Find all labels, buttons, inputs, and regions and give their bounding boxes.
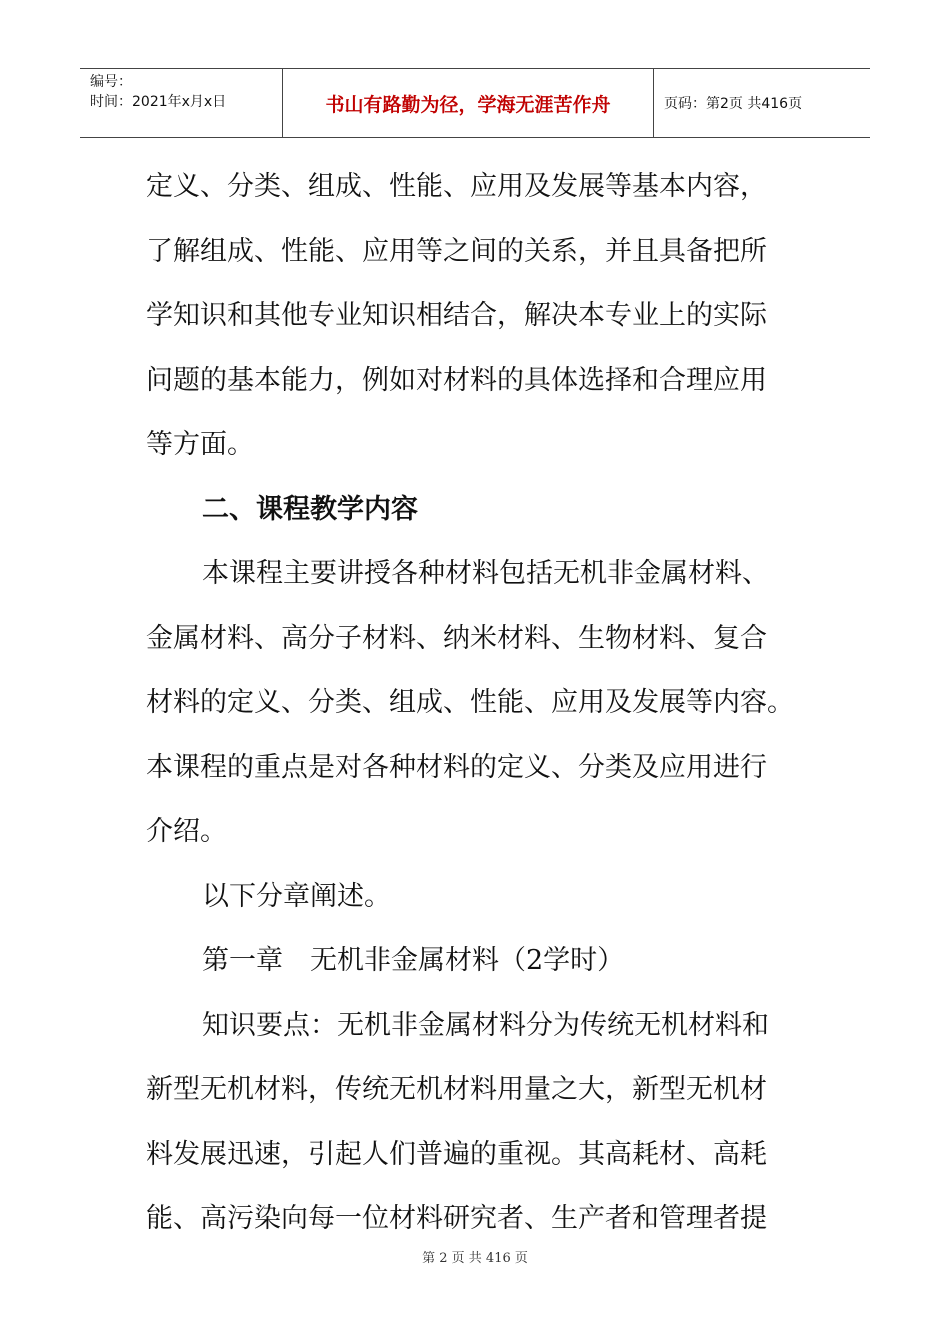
- body-line: 等方面。: [146, 429, 254, 460]
- chapter-title: 第一章 无机非金属材料（2学时）: [202, 945, 625, 976]
- body-line: 以下分章阐述。: [202, 880, 391, 912]
- document-number-label: 编号：: [90, 74, 132, 90]
- header-motto: 书山有路勤为径，学海无涯苦作舟: [282, 69, 654, 137]
- body-line: 学知识和其他专业知识相结合，解决本专业上的实际: [146, 300, 767, 331]
- document-date-label: 时间：2021年x月x日: [90, 94, 227, 110]
- header-page-number: 页码：第2页 共416页: [664, 96, 803, 112]
- body-line: 定义、分类、组成、性能、应用及发展等基本内容，: [146, 171, 767, 202]
- page-footer: 第 2 页 共 416 页: [422, 1251, 528, 1266]
- body-line: 材料的定义、分类、组成、性能、应用及发展等内容。: [146, 687, 794, 718]
- body-line: 问题的基本能力，例如对材料的具体选择和合理应用: [146, 364, 767, 396]
- body-line: 新型无机材料，传统无机材料用量之大，新型无机材: [146, 1074, 767, 1105]
- body-line: 知识要点：无机非金属材料分为传统无机材料和: [202, 1009, 769, 1041]
- body-line: 介绍。: [146, 816, 227, 847]
- body-line: 能、高污染向每一位材料研究者、生产者和管理者提: [146, 1203, 767, 1234]
- header-meta: [80, 69, 282, 137]
- body-line: 金属材料、高分子材料、纳米材料、生物材料、复合: [146, 622, 767, 654]
- body-line: 料发展迅速，引起人们普遍的重视。其高耗材、高耗: [146, 1138, 767, 1170]
- body-line: 本课程的重点是对各种材料的定义、分类及应用进行: [146, 751, 767, 783]
- page-header: [80, 68, 870, 138]
- body-line: 了解组成、性能、应用等之间的关系，并且具备把所: [146, 235, 767, 267]
- body-line: 本课程主要讲授各种材料包括无机非金属材料、: [202, 558, 769, 589]
- document-body: [146, 155, 826, 1252]
- section-heading: 二、课程教学内容: [202, 493, 418, 525]
